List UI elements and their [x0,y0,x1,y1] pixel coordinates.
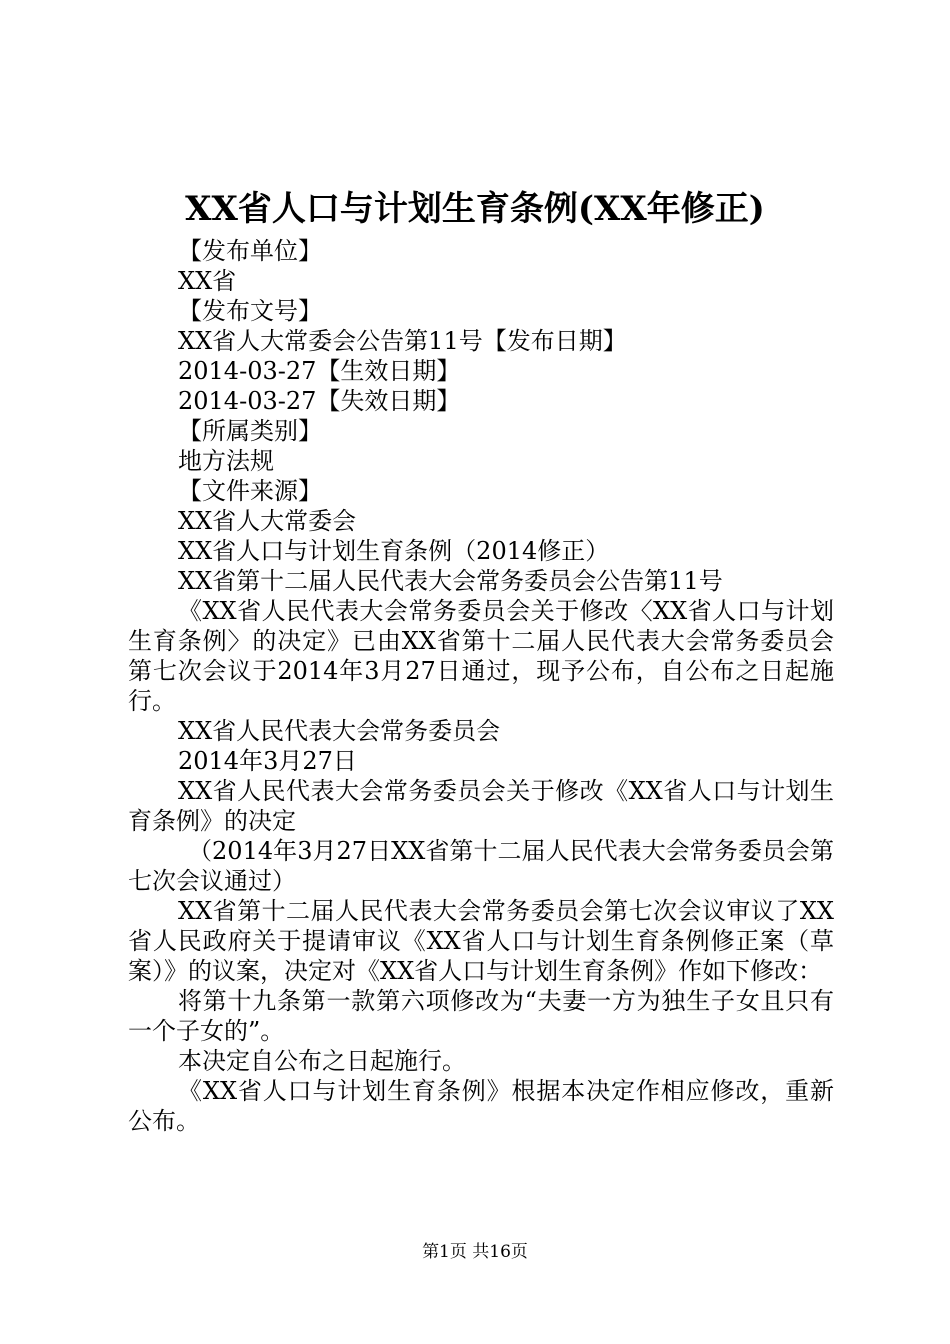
meta-line-regulation-name: XX省人口与计划生育条例（2014修正） [178,537,610,565]
meta-line-effective-date: 2014-03-27【失效日期】 [178,387,461,415]
body-paragraph: 《XX省人口与计划生育条例》根据本决定作相应修改，重新公布。 [128,1077,834,1135]
meta-line-category-label: 【所属类别】 [178,417,322,445]
meta-line-publish-date: 2014-03-27【生效日期】 [178,357,461,385]
meta-line-publisher: XX省 [178,267,237,295]
meta-line-source-label: 【文件来源】 [178,477,322,505]
body-paragraph: 本决定自公布之日起施行。 [178,1047,466,1075]
document-content [128,236,834,1136]
decision-title: XX省人民代表大会常务委员会关于修改《XX省人口与计划生育条例》的决定 [128,777,834,835]
issuer-line: XX省人民代表大会常务委员会 [178,717,501,745]
meta-line-announcement-number: XX省第十二届人民代表大会常务委员会公告第11号 [178,567,723,595]
page-footer: 第1页 共16页 [422,1242,528,1262]
document-title: XX省人口与计划生育条例(XX年修正) [185,189,765,229]
body-paragraph: 将第十九条第一款第六项修改为“夫妻一方为独生子女且只有一个子女的”。 [128,987,834,1045]
announcement-paragraph: 《XX省人民代表大会常务委员会关于修改〈XX省人口与计划生育条例〉的决定》已由XX省第十二届人民代表大会常务委员会第七次会议于2014年3月27日通过，现予公布，自公布之日起施行。 [128,597,834,715]
decision-note: （2014年3月27日XX省第十二届人民代表大会常务委员会第七次会议通过） [128,837,834,895]
body-paragraph: XX省第十二届人民代表大会常务委员会第七次会议审议了XX省人民政府关于提请审议《XX省人口与计划生育条例修正案（草案）》的议案，决定对《XX省人口与计划生育条例》作如下修改： [128,897,834,985]
meta-line-category: 地方法规 [178,447,274,475]
meta-line-publisher-label: 【发布单位】 [178,237,322,265]
meta-line-source: XX省人大常委会 [178,507,357,535]
issue-date-line: 2014年3月27日 [178,747,357,775]
meta-line-doc-number-label: 【发布文号】 [178,297,322,325]
meta-line-doc-number: XX省人大常委会公告第11号【发布日期】 [178,327,627,355]
